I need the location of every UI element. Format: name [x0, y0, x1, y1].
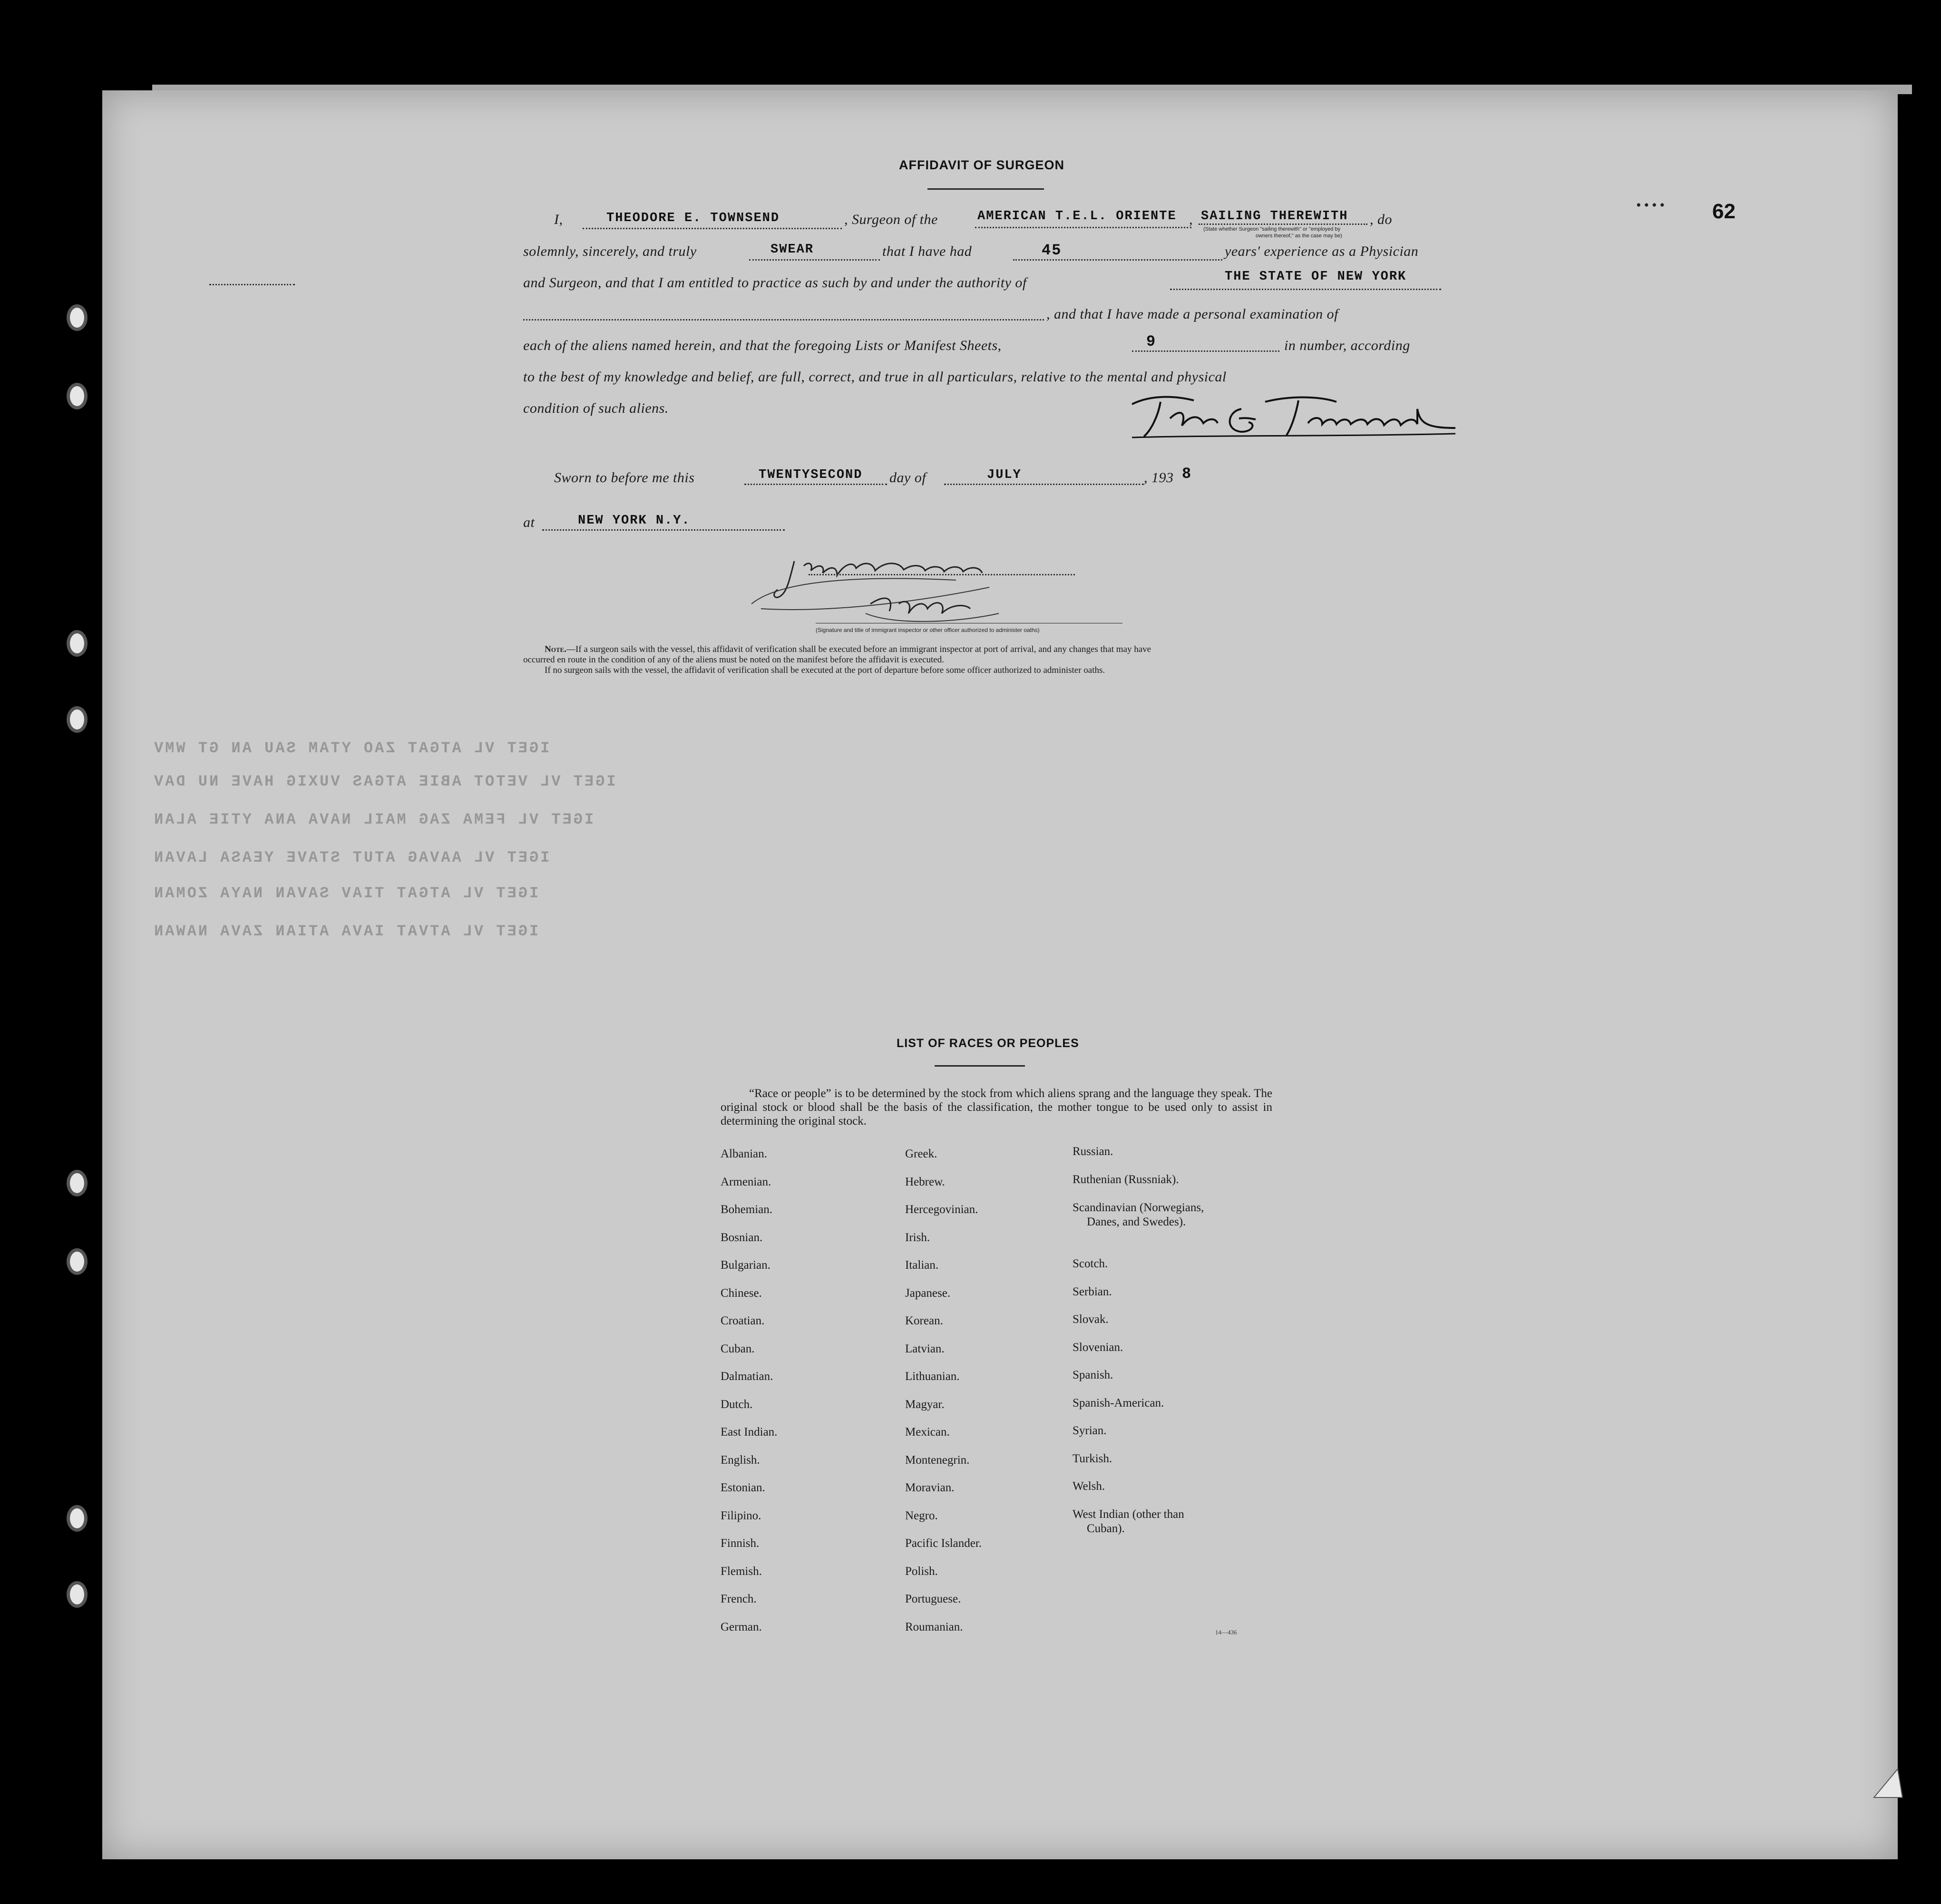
- race-item: Hebrew.: [905, 1175, 945, 1188]
- binder-hole: [67, 1581, 88, 1608]
- race-item: Korean.: [905, 1314, 943, 1327]
- line6-text: to the best of my knowledge and belief, are full, correct, and true in all particulars, relative to the mental and physical: [523, 369, 1227, 385]
- race-item: Bosnian.: [721, 1231, 763, 1244]
- underline-blank: [523, 319, 1044, 321]
- sworn-text-b: day of: [889, 470, 927, 486]
- race-item: Russian.: [1073, 1145, 1113, 1158]
- underline-sailing: [1199, 223, 1367, 225]
- race-item: Ruthenian (Russniak).: [1073, 1173, 1179, 1186]
- bleed-through-row: IGET VL ATGAT TIAV SAVAN NAYA ZOMAN: [152, 884, 539, 902]
- sailing-note-2: owners thereof," as the case may be): [1256, 233, 1342, 239]
- race-item: Bohemian.: [721, 1203, 773, 1216]
- race-item: Cuban.: [721, 1342, 755, 1355]
- races-title-rule: [935, 1065, 1025, 1067]
- race-item: Pacific Islander.: [905, 1537, 982, 1550]
- race-item: Latvian.: [905, 1342, 945, 1355]
- binder-hole: [67, 383, 88, 409]
- race-item: Turkish.: [1073, 1452, 1112, 1465]
- line5-text-b: in number, according: [1284, 338, 1410, 353]
- race-item: Scandinavian (Norwegians,: [1073, 1201, 1204, 1214]
- line1-surgeon-of: , Surgeon of the: [844, 212, 938, 227]
- sailing-note-1: (State whether Surgeon "sailing therewith" or "employed by: [1203, 226, 1341, 232]
- race-item: German.: [721, 1621, 762, 1633]
- race-item: English.: [721, 1454, 760, 1467]
- race-item: Polish.: [905, 1565, 938, 1578]
- binder-hole: [67, 1248, 88, 1275]
- bleed-through-row: IGET VL VETOT ABIE ATGAS VUXIG HAVE NU DAV: [152, 773, 616, 790]
- binder-hole: [67, 1505, 88, 1532]
- race-item: Moravian.: [905, 1481, 955, 1494]
- title-rule: [927, 188, 1044, 190]
- race-item: Dutch.: [721, 1398, 753, 1411]
- race-item: Spanish.: [1073, 1369, 1113, 1381]
- race-item: East Indian.: [721, 1426, 778, 1438]
- race-item: French.: [721, 1593, 757, 1605]
- sworn-text-a: Sworn to before me this: [554, 470, 695, 486]
- race-item: Montenegrin.: [905, 1454, 970, 1467]
- race-item: Italian.: [905, 1259, 939, 1272]
- line7-text: condition of such aliens.: [523, 400, 669, 416]
- page-number: 62: [1712, 200, 1736, 223]
- stamp-dots: ••••: [1636, 197, 1668, 213]
- vessel-name: AMERICAN T.E.L. ORIENTE: [977, 209, 1177, 223]
- folded-corner: [1869, 1750, 1907, 1802]
- race-item: Mexican.: [905, 1426, 950, 1438]
- underline-years: [1013, 259, 1222, 261]
- race-item: Welsh.: [1073, 1480, 1105, 1493]
- inspector-caption: (Signature and title of immigrant inspector or other officer authorized to administer oaths): [816, 627, 1040, 633]
- underline-vessel: [975, 227, 1191, 228]
- oath-word: SWEAR: [771, 243, 814, 257]
- races-title: LIST OF RACES OR PEOPLES: [897, 1037, 1079, 1050]
- race-item: Slovenian.: [1073, 1341, 1123, 1354]
- years-experience: 45: [1042, 242, 1062, 259]
- binder-hole: [67, 1170, 88, 1196]
- underline-inspector: [809, 574, 1075, 575]
- sworn-text-c: , 193: [1144, 470, 1174, 486]
- note-label: Note.: [545, 644, 566, 654]
- line1-comma: ,: [1189, 212, 1193, 227]
- race-item: Syrian.: [1073, 1424, 1107, 1437]
- sheet-count: 9: [1146, 333, 1157, 350]
- sailing-status: SAILING THEREWITH: [1201, 209, 1348, 223]
- binder-hole: [67, 304, 88, 331]
- surgeon-name: THEODORE E. TOWNSEND: [606, 211, 780, 225]
- licensing-authority: THE STATE OF NEW YORK: [1225, 270, 1407, 284]
- race-item: Lithuanian.: [905, 1370, 960, 1383]
- note-line-2: occurred en route in the condition of any of the aliens must be noted on the manifest before the affidavit is executed.: [523, 655, 944, 665]
- race-item: Albanian.: [721, 1147, 767, 1160]
- race-item: Cuban).: [1087, 1522, 1125, 1535]
- surgeon-signature: [1122, 390, 1465, 442]
- underline-authority: [1170, 289, 1441, 290]
- sworn-day: TWENTYSECOND: [759, 468, 863, 482]
- race-item: Spanish-American.: [1073, 1397, 1164, 1409]
- race-item: Danes, and Swedes).: [1087, 1215, 1186, 1228]
- race-item: Chinese.: [721, 1287, 762, 1300]
- line1-do: , do: [1370, 212, 1392, 227]
- race-item: Estonian.: [721, 1481, 765, 1494]
- sworn-place: NEW YORK N.Y.: [578, 514, 691, 528]
- race-item: West Indian (other than: [1073, 1508, 1184, 1521]
- race-item: Dalmatian.: [721, 1370, 773, 1383]
- race-item: Flemish.: [721, 1565, 762, 1578]
- line2-text-b: that I have had: [882, 243, 972, 259]
- line5-text-a: each of the aliens named herein, and that the foregoing Lists or Manifest Sheets,: [523, 338, 1002, 353]
- binder-hole: [67, 706, 88, 733]
- bleed-through-row: IGET VL ATVAT IAVA ATIAN ZAVA NAWAN: [152, 923, 539, 940]
- races-intro: [721, 1087, 1272, 1128]
- race-item: Scotch.: [1073, 1257, 1108, 1270]
- line2-text-c: years' experience as a Physician: [1225, 243, 1419, 259]
- race-item: Negro.: [905, 1509, 938, 1522]
- line4-text: , and that I have made a personal examination of: [1046, 306, 1338, 322]
- underline-name: [583, 228, 842, 229]
- line3-text: and Surgeon, and that I am entitled to practice as such by and under the authority of: [523, 275, 1027, 291]
- line2-text-a: solemnly, sincerely, and truly: [523, 243, 697, 259]
- race-item: Armenian.: [721, 1175, 771, 1188]
- underline-place: [542, 529, 785, 531]
- race-item: Portuguese.: [905, 1593, 961, 1605]
- underline-month: [944, 484, 1144, 485]
- bleed-through-row: IGET VL AAVAG ATUT STAVE YEASA LAVAN: [152, 849, 550, 866]
- races-intro-text: “Race or people” is to be determined by the stock from which aliens sprang and the language they speak. The original stock or blood shall be the basis of the classification, the mother tongue to be used only to assist in determining the original stock.: [721, 1087, 1272, 1127]
- race-item: Serbian.: [1073, 1285, 1112, 1298]
- sworn-year-digit: 8: [1182, 465, 1192, 483]
- line1-i: I,: [554, 212, 563, 227]
- bleed-through-row: IGET VL FEMA ZAG MAIL NAVA ANA YTIE ALAN: [152, 811, 594, 828]
- inspector-signature: [742, 542, 1084, 628]
- form-number: 14—436: [1215, 1629, 1237, 1636]
- race-item: Greek.: [905, 1147, 937, 1160]
- note-line-1: [545, 644, 1151, 655]
- binder-hole: [67, 630, 88, 657]
- race-item: Croatian.: [721, 1314, 765, 1327]
- race-item: Roumanian.: [905, 1621, 963, 1633]
- race-item: Hercegovinian.: [905, 1203, 978, 1216]
- manifest-sheet: [102, 90, 1898, 1859]
- race-item: Magyar.: [905, 1398, 945, 1411]
- affidavit-title: AFFIDAVIT OF SURGEON: [899, 158, 1064, 172]
- race-item: Irish.: [905, 1231, 930, 1244]
- race-item: Slovak.: [1073, 1313, 1109, 1326]
- at-text: at: [523, 515, 535, 530]
- note-text-1: —If a surgeon sails with the vessel, this affidavit of verification shall be executed before an immigrant inspector at port of arrival, and any changes that may have: [566, 644, 1151, 654]
- race-item: Finnish.: [721, 1537, 760, 1550]
- race-item: Bulgarian.: [721, 1259, 771, 1272]
- underline-sheets: [1132, 350, 1279, 352]
- sworn-month: JULY: [987, 468, 1022, 482]
- underline-day: [744, 484, 887, 485]
- bleed-through-row: IGET VL ATGAT ZAO YTAM SAU AN GT WMV: [152, 739, 550, 757]
- race-item: Filipino.: [721, 1509, 761, 1522]
- margin-dots: [209, 284, 295, 285]
- underline-oath: [749, 259, 880, 261]
- race-item: Japanese.: [905, 1287, 951, 1300]
- note-line-3: If no surgeon sails with the vessel, the affidavit of verification shall be executed at the port of departure before some officer authorized to administer oaths.: [545, 665, 1105, 675]
